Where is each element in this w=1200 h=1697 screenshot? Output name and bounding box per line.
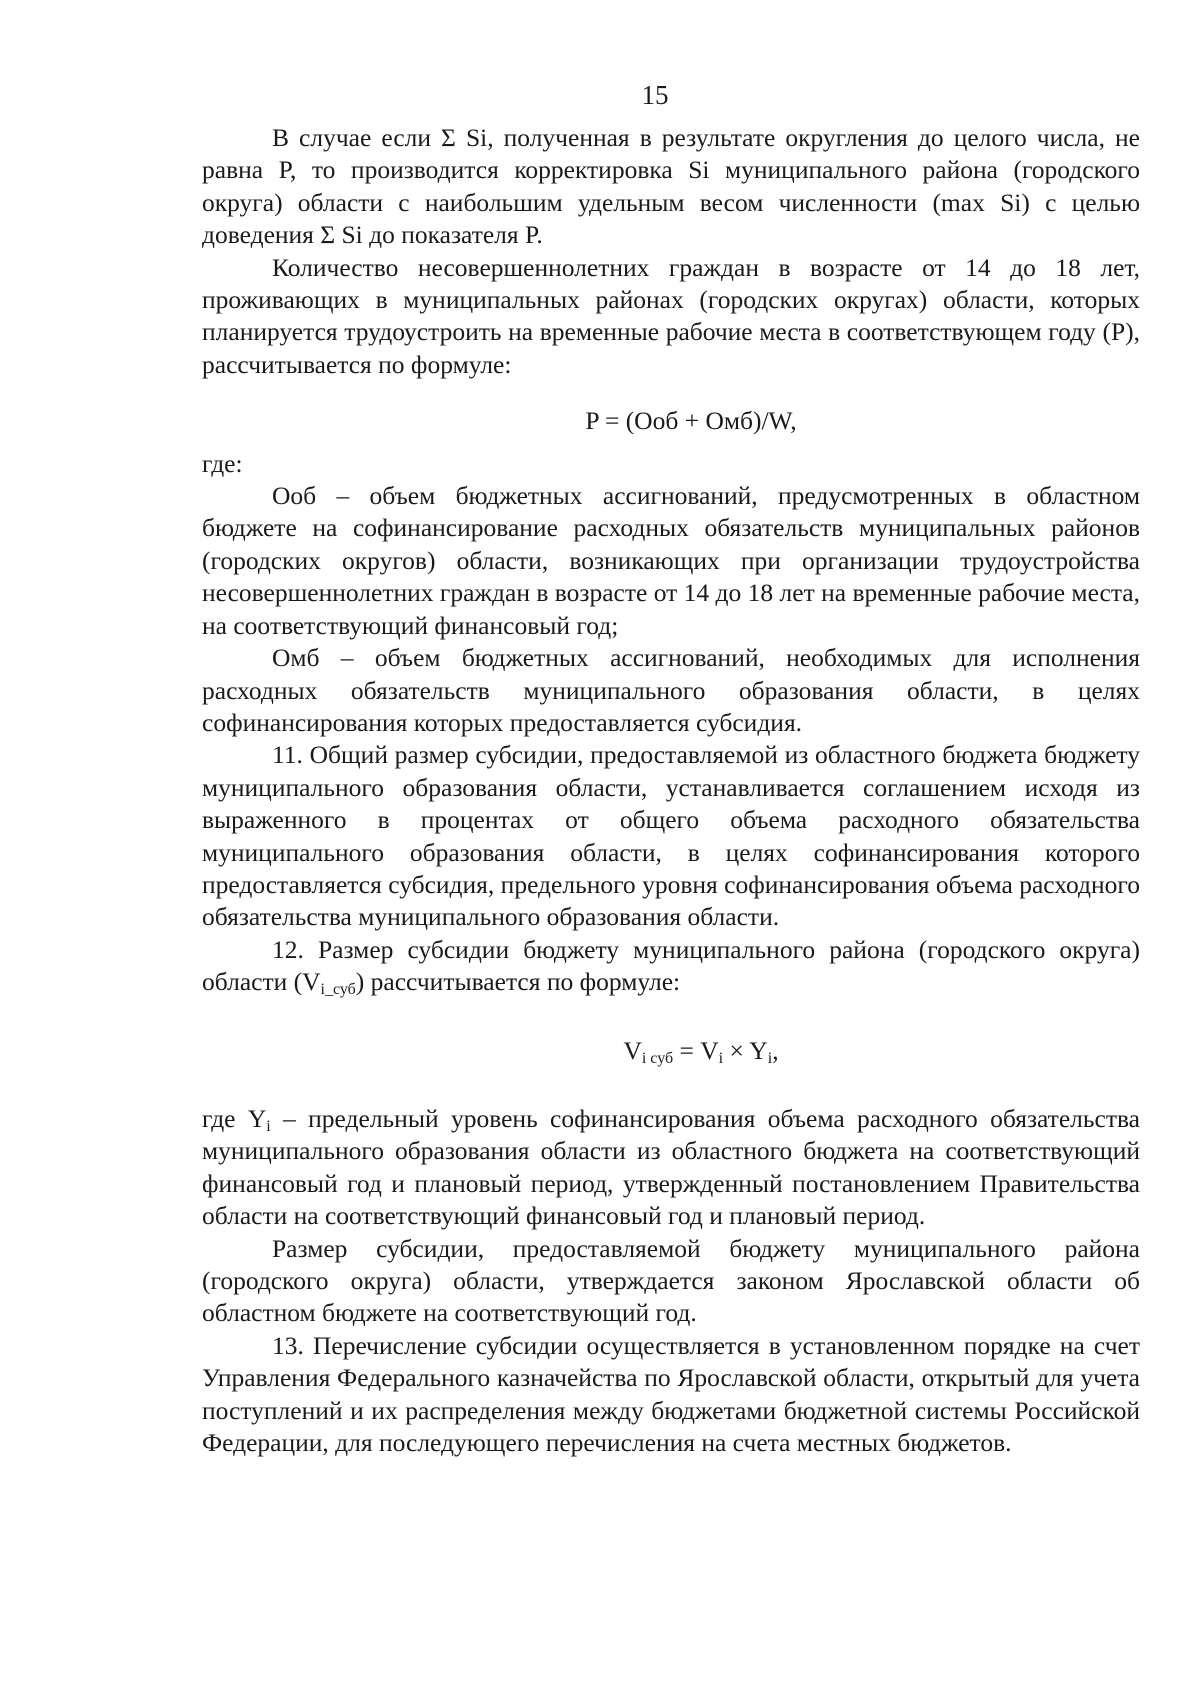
paragraph-12-text-after: ) рассчитывается по формуле: xyxy=(355,967,681,997)
formula-y-subscript: i xyxy=(767,1049,773,1067)
formula-v-end: , xyxy=(772,1035,779,1065)
paragraph-13: 13. Перечисление субсидии осуществляется в установленном порядке на счет Управления Федерального казначейства по Ярославской области, открытый для учета поступлений и их распределения между бюджетами бюджетной системы Российской Федерации, для последующего перечисления на счета местных бюджетов. xyxy=(202,1330,1140,1458)
paragraph-where-y xyxy=(202,1103,1140,1233)
paragraph-12-subscript: i_суб xyxy=(320,981,356,999)
paragraph-oob: Ооб – объем бюджетных ассигнований, предусмотренных в областном бюджете на софинансирование расходных обязательств муниципальных районов (городских округов) области, возникающих при организации трудоустройства несовершеннолетних граждан в возрасте от 14 до 18 лет на временные рабочие места, на соответствующий финансовый год; xyxy=(202,481,1140,640)
formula-v xyxy=(202,1035,1140,1067)
paragraph-12-text-before: 12. Размер субсидии бюджету муниципального района (городского округа) области (V xyxy=(202,934,1140,997)
where-y-subscript: i xyxy=(266,1117,271,1135)
document-body xyxy=(202,122,1140,1459)
formula-v-equals: = V xyxy=(673,1035,719,1065)
paragraph-subsidy-size: Размер субсидии, предоставляемой бюджету муниципального района (городского округа) области, утверждается законом Ярославской области об областном бюджете на соответствующий год. xyxy=(202,1233,1140,1328)
paragraph-sum-correction: В случае если Σ Si, полученная в результате округления до целого числа, не равна P, то производится корректировка Si муниципального района (городского округа) области с наибольшим удельным весом численности (max Si) с целью доведения Σ Si до показателя P. xyxy=(202,123,1140,250)
formula-v-subscript: i суб xyxy=(641,1049,674,1067)
paragraph-omb: Омб – объем бюджетных ассигнований, необходимых для исполнения расходных обязательств муниципального образования области, в целях софинансирования которых предоставляется субсидия. xyxy=(202,643,1140,737)
formula-p: P = (Ооб + Омб)/W, xyxy=(585,406,797,436)
page-number: 15 xyxy=(641,80,669,110)
where-label: где: xyxy=(202,448,243,478)
paragraph-12 xyxy=(202,934,1140,999)
where-y-after: – предельный уровень софинансирования объема расходного обязательства муниципального образования области из областного бюджета на соответствующий финансовый год и плановый период, утвержденный постановлением Правительства области на соответствующий финансовый год и плановый период. xyxy=(202,1103,1140,1231)
paragraph-11: 11. Общий размер субсидии, предоставляемой из областного бюджета бюджету муниципального образования области, устанавливается соглашением исходя из выраженного в процентах от общего объема расходного обязательства муниципального образования области, в целях софинансирования которого предоставляется субсидия, предельного уровня софинансирования объема расходного обязательства муниципального образования области. xyxy=(202,740,1140,932)
formula-vi-subscript: i xyxy=(718,1049,724,1067)
where-y-before: где Y xyxy=(202,1103,267,1133)
formula-v-symbol: V xyxy=(623,1035,642,1065)
formula-v-times: × Y xyxy=(723,1035,768,1065)
paragraph-minors-count: Количество несовершеннолетних граждан в возрасте от 14 до 18 лет, проживающих в муниципальных районах (городских округах) области, которых планируется трудоустроить на временные рабочие места в соответствующем году (P), рассчитывается по формуле: xyxy=(202,252,1140,379)
